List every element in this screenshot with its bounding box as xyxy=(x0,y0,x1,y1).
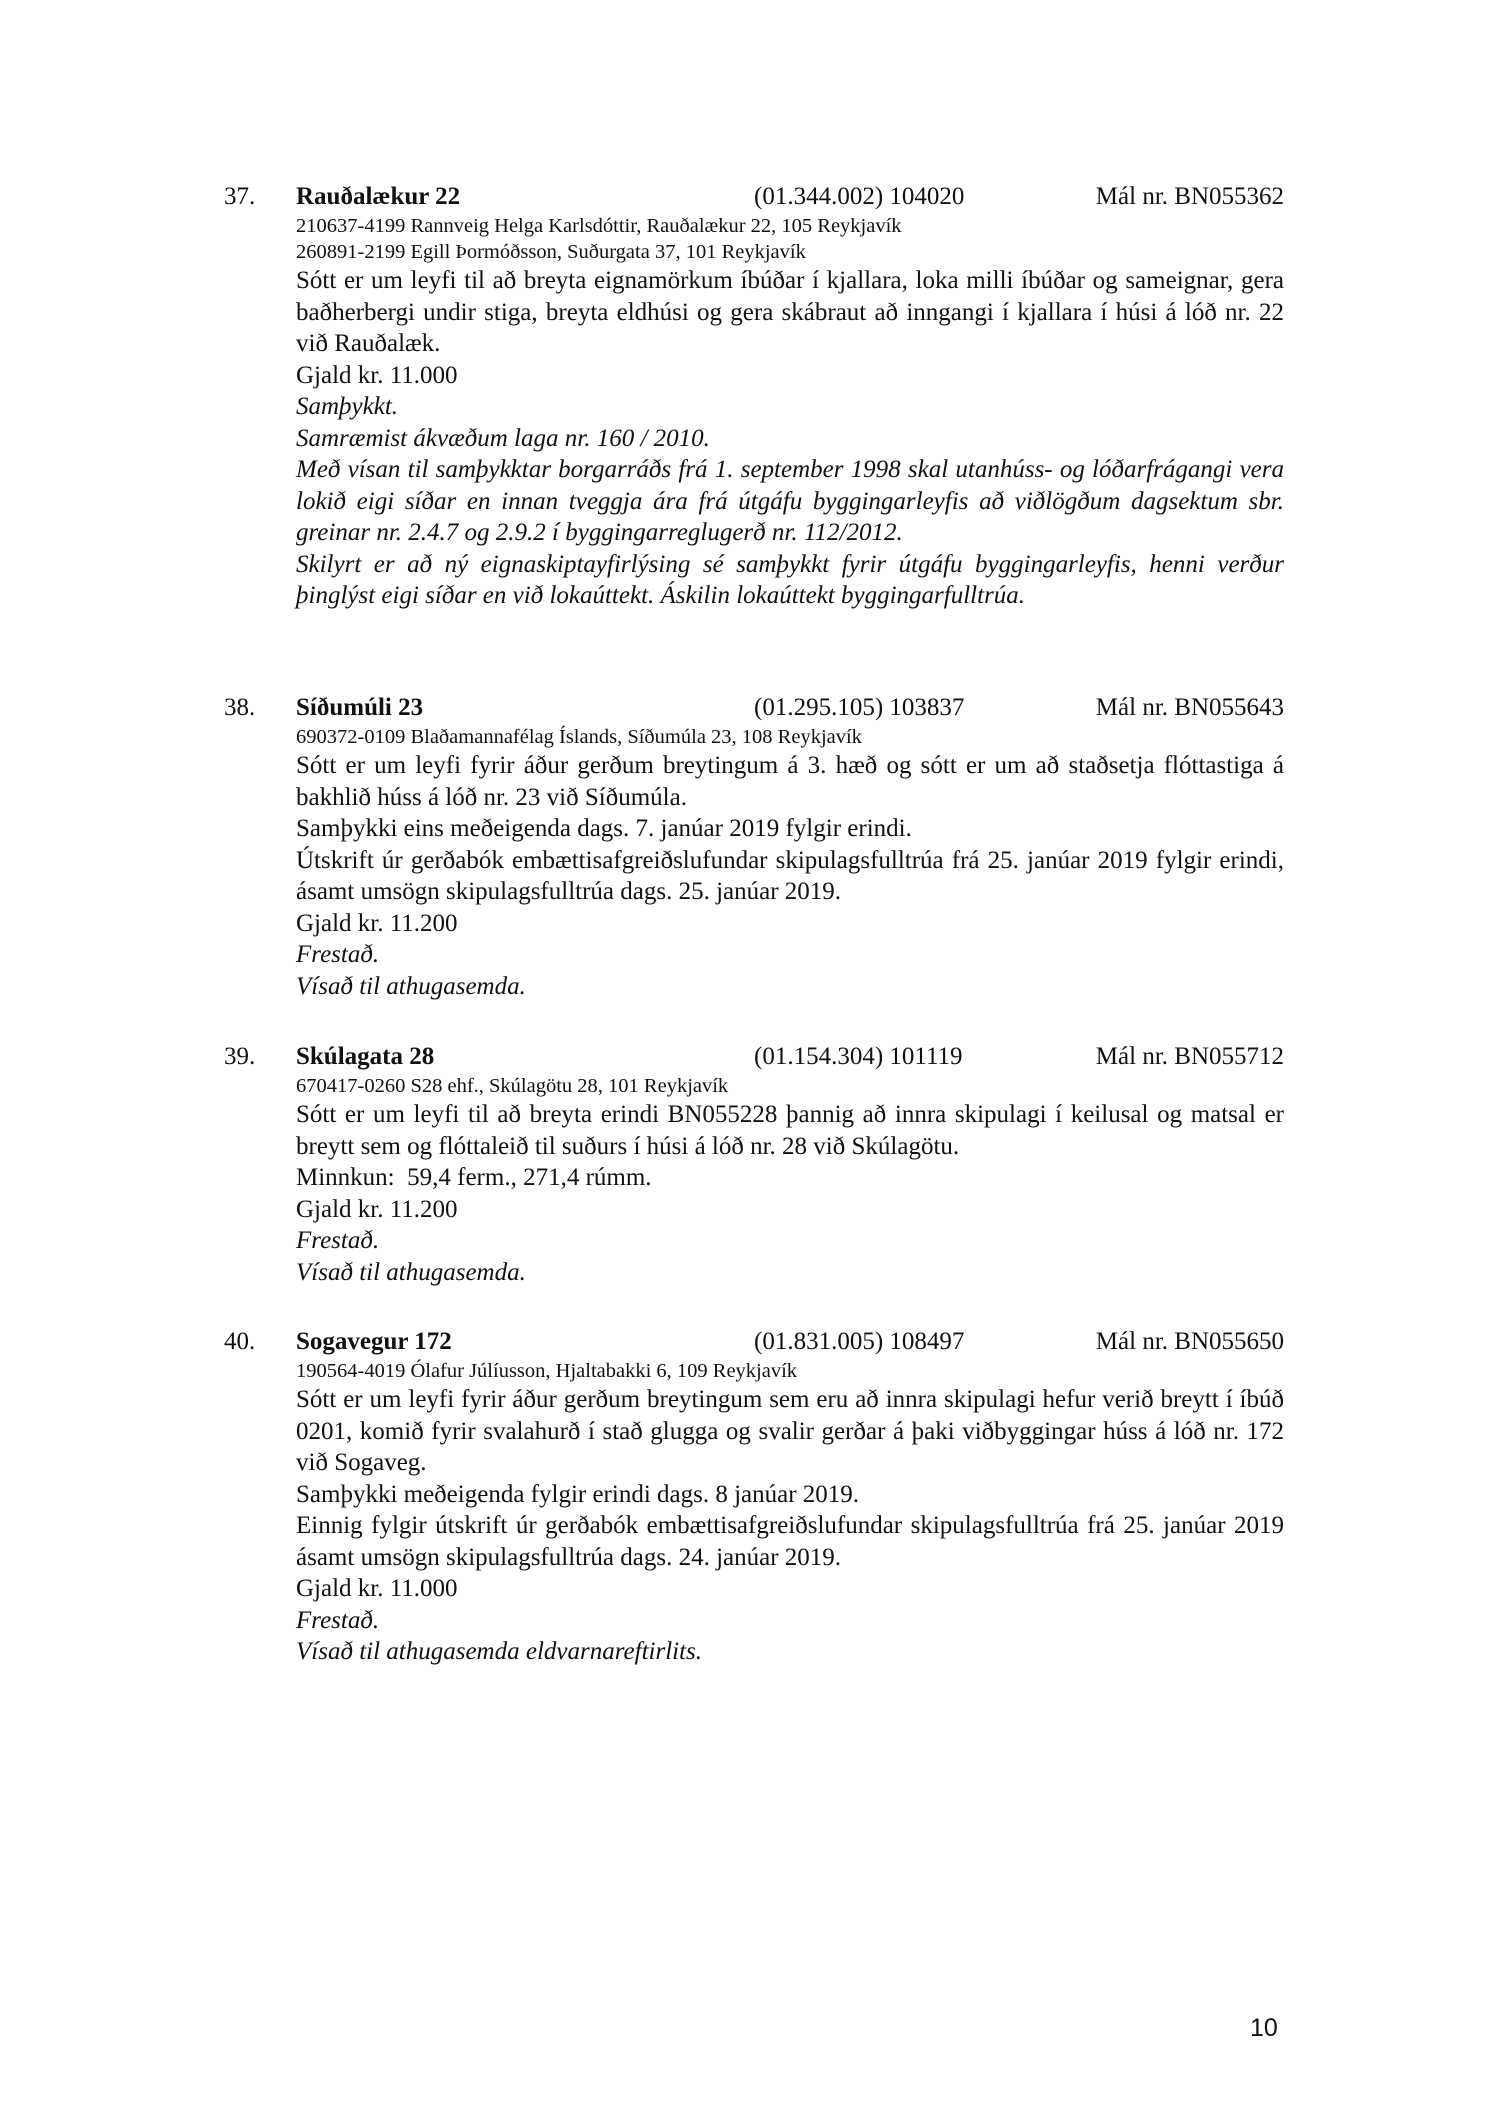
decision: Frestað. xyxy=(296,1606,380,1634)
case-number: Mál nr. BN055362 xyxy=(1095,183,1284,210)
entry-number: 40. xyxy=(224,1328,256,1355)
entry-number: 39. xyxy=(224,1043,256,1070)
page-number: 10 xyxy=(1250,2014,1278,2042)
property-address: Síðumúli 23 xyxy=(296,694,424,721)
applicant: 260891-2199 Egill Þormóðsson, Suðurgata 37, 101 Reykjavík xyxy=(296,241,806,263)
decision: Frestað. xyxy=(296,1227,380,1254)
fee: Gjald kr. 11.200 xyxy=(296,909,458,937)
entry-number: 37. xyxy=(224,183,256,210)
entry-body xyxy=(296,1041,1284,1288)
note: Vísað til athugasemda. xyxy=(296,972,526,1000)
note: Skilyrt er að ný eignaskiptayfirlýsing sé samþykkt fyrir útgáfu byggingarleyfis, henni verður þinglýst eigi síðar en við lokaúttekt. Áskilin lokaúttekt byggingarfulltrúa. xyxy=(296,550,1284,609)
attachment-note: Útskrift úr gerðabók embættisafgreiðslufundar skipulagsfulltrúa frá 25. janúar 2019 fylgir erindi, ásamt umsögn skipulagsfulltrúa dags. 25. janúar 2019. xyxy=(296,846,1284,905)
entry-body xyxy=(296,1326,1284,1668)
applicant: 670417-0260 S28 ehf., Skúlagötu 28, 101 Reykjavík xyxy=(296,1075,729,1097)
land-number: (01.344.002) 104020 xyxy=(754,183,965,210)
property-address: Sogavegur 172 xyxy=(296,1328,452,1355)
case-number: Mál nr. BN055650 xyxy=(1095,1328,1284,1355)
decision: Samþykkt. xyxy=(296,393,399,420)
attachment-note: Samþykki meðeigenda fylgir erindi dags. 8 janúar 2019. xyxy=(296,1480,860,1508)
case-number: Mál nr. BN055712 xyxy=(1095,1043,1284,1070)
decision: Frestað. xyxy=(296,941,380,968)
land-number: (01.295.105) 103837 xyxy=(754,694,965,721)
entry-number: 38. xyxy=(224,694,256,721)
fee: Gjald kr. 11.000 xyxy=(296,361,458,389)
entry-body xyxy=(296,692,1284,1002)
entry-header xyxy=(296,181,1284,213)
applicant: 190564-4019 Ólafur Júlíusson, Hjaltabakki 6, 109 Reykjavík xyxy=(296,1360,798,1382)
entry-body xyxy=(296,181,1284,612)
land-number: (01.154.304) 101119 xyxy=(754,1043,963,1070)
attachment-note: Einnig fylgir útskrift úr gerðabók embættisafgreiðslufundar skipulagsfulltrúa frá 25. janúar 2019 ásamt umsögn skipulagsfulltrúa dags. 24. janúar 2019. xyxy=(296,1512,1284,1571)
entry-header xyxy=(296,692,1284,724)
note: Vísað til athugasemda. xyxy=(296,1258,526,1286)
fee: Gjald kr. 11.000 xyxy=(296,1575,458,1602)
size-change: Minnkun: 59,4 ferm., 271,4 rúmm. xyxy=(296,1164,652,1191)
property-address: Skúlagata 28 xyxy=(296,1043,435,1070)
case-number: Mál nr. BN055643 xyxy=(1095,694,1284,721)
fee: Gjald kr. 11.200 xyxy=(296,1195,458,1223)
attachment-note: Samþykki eins meðeigenda dags. 7. janúar 2019 fylgir erindi. xyxy=(296,815,912,842)
application-description: Sótt er um leyfi til að breyta erindi BN055228 þannig að innra skipulagi í keilusal og matsal er breytt sem og flóttaleið til suðurs í húsi á lóð nr. 28 við Skúlagötu. xyxy=(296,1101,1284,1160)
application-description: Sótt er um leyfi fyrir áður gerðum breytingum á 3. hæð og sótt er um að staðsetja flóttastiga á bakhlið húss á lóð nr. 23 við Síðumúla. xyxy=(296,752,1284,811)
note: Með vísan til samþykktar borgarráðs frá 1. september 1998 skal utanhúss- og lóðarfrágangi vera lokið eigi síðar en innan tveggja ára frá útgáfu byggingarleyfis að viðlögðum dagsektum sbr. greinar nr. 2.4.7 og 2.9.2 í byggingarreglugerð nr. 112/2012. xyxy=(296,456,1284,546)
entry-header xyxy=(296,1041,1284,1073)
applicant: 210637-4199 Rannveig Helga Karlsdóttir, Rauðalækur 22, 105 Reykjavík xyxy=(296,215,902,237)
land-number: (01.831.005) 108497 xyxy=(754,1328,965,1355)
entry-header xyxy=(296,1326,1284,1358)
application-description: Sótt er um leyfi til að breyta eignamörkum íbúðar í kjallara, loka milli íbúðar og sameignar, gera baðherbergi undir stiga, breyta eldhúsi og gera skábraut að inngangi í kjallara í húsi á lóð nr. 22 við Rauðalæk. xyxy=(296,267,1284,357)
applicant: 690372-0109 Blaðamannafélag Íslands, Síðumúla 23, 108 Reykjavík xyxy=(296,726,862,748)
application-description: Sótt er um leyfi fyrir áður gerðum breytingum sem eru að innra skipulagi hefur verið breytt í íbúð 0201, komið fyrir svalahurð í stað glugga og svalir gerðar á þaki viðbyggingar húss á lóð nr. 172 við Sogaveg. xyxy=(296,1386,1284,1476)
note: Samræmist ákvæðum laga nr. 160 / 2010. xyxy=(296,424,710,452)
property-address: Rauðalækur 22 xyxy=(296,183,461,210)
note: Vísað til athugasemda eldvarnareftirlits. xyxy=(296,1638,703,1665)
